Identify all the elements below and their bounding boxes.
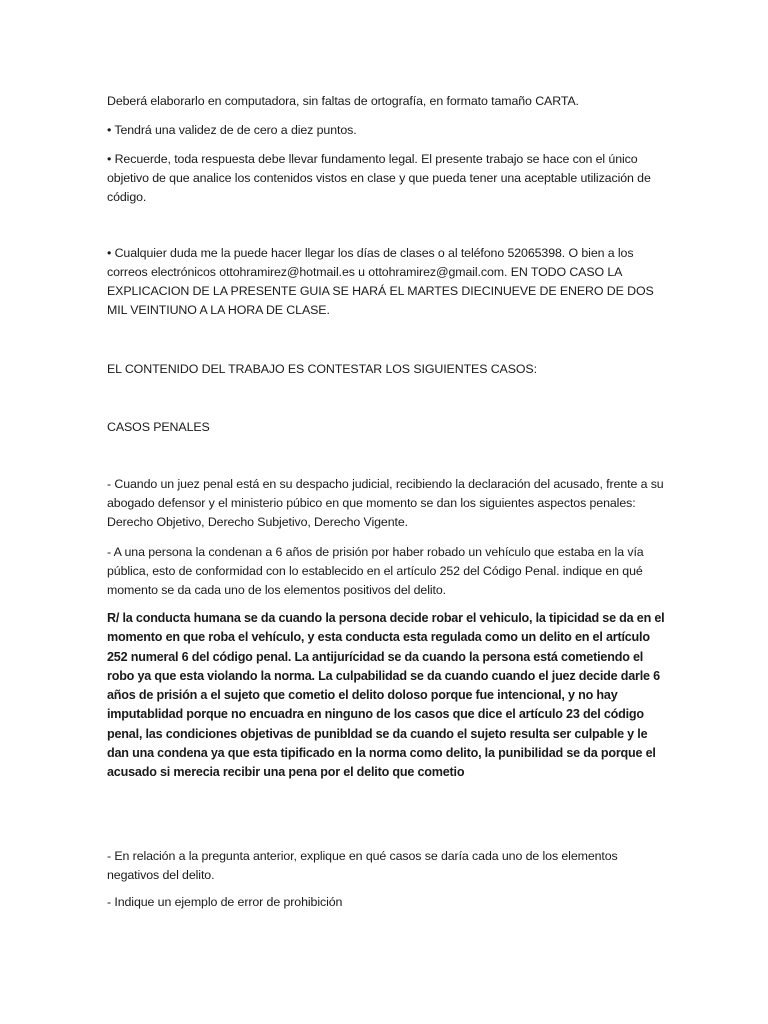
legal-basis-bullet: • Recuerde, toda respuesta debe llevar fundamento legal. El presente trabajo se hace con el único objetivo de que analice los contenidos vistos en clase y que pueda tener una aceptable utilización de código. — [107, 152, 651, 204]
question-1: - Cuando un juez penal está en su despacho judicial, recibiendo la declaración del acusado, frente a su abogado defensor y el ministerio púbico en que momento se dan los siguientes aspectos penales: Derecho Objetivo, Derecho Subjetivo, Derecho Vigente. — [107, 477, 664, 529]
question-2: - A una persona la condenan a 6 años de prisión por haber robado un vehículo que estaba en la vía pública, esto de conformidad con lo establecido en el artículo 252 del Código Penal. indique en qué momento se da cada uno de los elementos positivos del delito. — [107, 545, 644, 597]
intro-paragraph: Deberá elaborarlo en computadora, sin faltas de ortografía, en formato tamaño CARTA. — [107, 94, 579, 108]
question-3: - En relación a la pregunta anterior, explique en qué casos se daría cada uno de los elementos negativos del delito. — [107, 849, 618, 882]
validity-bullet: • Tendrá una validez de de cero a diez puntos. — [107, 123, 357, 137]
contact-bullet: • Cualquier duda me la puede hacer llegar los días de clases o al teléfono 52065398. O bien a los correos electrónicos ottohramirez@hotmail.es u ottohramirez@gmail.com. EN TODO CASO LA EXPLICACION DE LA PRESENTE GUIA SE HARÁ EL MARTES DIECINUEVE DE ENERO DE DOS MIL VEINTIUNO A LA HORA DE CLASE. — [107, 246, 654, 317]
question-4: - Indique un ejemplo de error de prohibición — [107, 895, 343, 909]
section-heading: CASOS PENALES — [107, 420, 210, 434]
content-heading: EL CONTENIDO DEL TRABAJO ES CONTESTAR LOS SIGUIENTES CASOS: — [107, 362, 537, 376]
answer-2: R/ la conducta humana se da cuando la persona decide robar el vehiculo, la tipicidad se da en el momento en que roba el vehículo, y esta conducta esta regulada como un delito en el artículo 252 numeral 6 del código penal. La antijurícidad se da cuando la persona está cometiendo el robo ya que esta violando la norma. La culpabilidad se da cuando cuando el juez decide darle 6 años de prisión a el sujeto que cometio el delito doloso porque fue intencional, y no hay imputablidad porque no encuadra en ninguno de los casos que dice el artículo 23 del código penal, las condiciones objetivas de punibldad se da cuando el sujeto resulta ser culpable y le dan una condena ya que esta tipificado en la norma como delito, la punibilidad se da porque el acusado si merecia recibir una pena por el delito que cometio — [107, 611, 665, 780]
